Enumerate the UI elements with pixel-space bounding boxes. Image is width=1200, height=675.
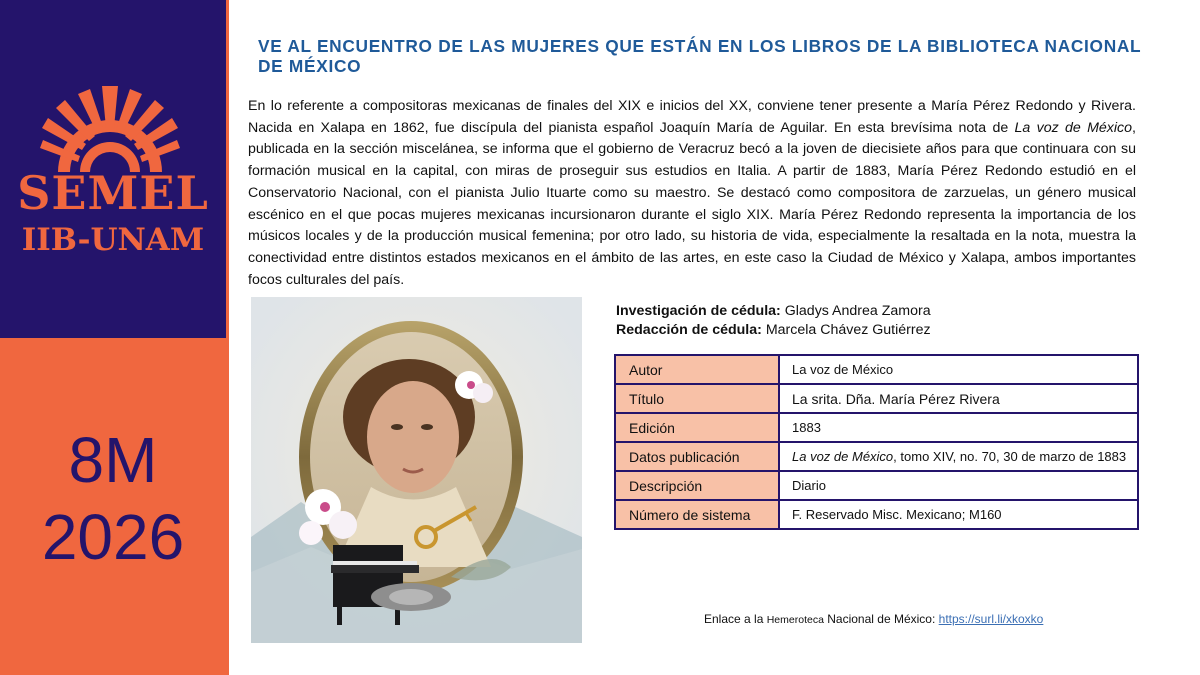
table-row xyxy=(615,384,1138,413)
panel-divider xyxy=(226,0,229,675)
page-title: VE AL ENCUENTRO DE LAS MUJERES QUE ESTÁN EN LOS LIBROS DE LA BIBLIOTECA NACIONAL DE MÉXICO xyxy=(258,36,1142,76)
table-row xyxy=(615,413,1138,442)
table-row xyxy=(615,442,1138,471)
portrait-illustration xyxy=(251,297,582,643)
writing-name: Marcela Chávez Gutiérrez xyxy=(765,322,931,338)
table-row xyxy=(615,355,1138,384)
link-middle: Nacional de México: xyxy=(823,612,939,626)
link-small-word: Hemeroteca xyxy=(766,614,824,626)
field-value-italic: La voz de México xyxy=(792,449,894,464)
table-row xyxy=(615,471,1138,500)
portrait-artwork xyxy=(251,297,582,643)
field-label: Datos publicación xyxy=(615,442,779,471)
field-value: Diario xyxy=(779,471,1138,500)
research-name: Gladys Andrea Zamora xyxy=(784,303,931,319)
writing-credit xyxy=(616,322,931,338)
hemeroteca-link[interactable]: https://surl.li/xkoxko xyxy=(938,612,1044,626)
field-value-rest: , tomo XIV, no. 70, 30 de marzo de 1883 xyxy=(893,449,1127,464)
research-label: Investigación de cédula: xyxy=(616,303,781,319)
field-value: La srita. Dña. María Pérez Rivera xyxy=(779,384,1138,413)
field-value: F. Reservado Misc. Mexicano; M160 xyxy=(779,500,1138,529)
sun-logo-icon xyxy=(40,84,180,172)
paragraph-part-1: En lo referente a compositoras mexicanas de finales del XIX e inicios del XX, conviene tener presente a María Pérez Redondo y Rivera. Nacida en Xalapa en 1862, fue discípula del pianista español Joaquín María de Aguilar. En esta brevísima nota de xyxy=(248,98,1136,136)
brand-subname: IIB-UNAM xyxy=(21,222,205,258)
paragraph-part-2: , publicada en la sección miscelánea, se informa que el gobierno de Veracruz becó a la joven de diecisiete años para que continuara con su formación musical en la capital, con miras de proseguir sus estudios en Italia. A partir de 1883, María Pérez Redondo estudió en el Conservatorio Nacional, con el pianista Julio Ituarte como su maestro. Se destacó como compositora de zarzuelas, un género musical escénico en el que pocas mujeres mexicanas incursionaron durante el siglo XIX. María Pérez Redondo representa la importancia de los músicos locales y de la producción musical femenina; por otro lado, su historia de vida, especialmente la resaltada en la nota, muestra la conectividad entre distintos estados mexicanos en el ámbito de las artes, en este caso la Ciudad de México y Xalapa, ambos importantes focos culturales del país. xyxy=(248,119,1136,288)
field-value: La voz de México xyxy=(779,355,1138,384)
field-label: Descripción xyxy=(615,471,779,500)
event-year: 2026 xyxy=(41,501,185,573)
field-value: 1883 xyxy=(779,413,1138,442)
field-label: Número de sistema xyxy=(615,500,779,529)
field-label: Edición xyxy=(615,413,779,442)
table-row xyxy=(615,500,1138,529)
brand-name: SEMEL xyxy=(17,166,209,220)
description-paragraph xyxy=(248,96,1136,291)
field-label: Título xyxy=(615,384,779,413)
hemeroteca-link-line xyxy=(704,612,1043,626)
research-credit xyxy=(616,303,931,319)
event-label: 8M xyxy=(68,424,158,496)
writing-label: Redacción de cédula: xyxy=(616,322,762,338)
paragraph-italic-title: La voz de México xyxy=(1014,119,1133,136)
field-label: Autor xyxy=(615,355,779,384)
field-value xyxy=(779,442,1138,471)
link-prefix: Enlace a la xyxy=(704,612,767,626)
record-table xyxy=(614,354,1139,530)
